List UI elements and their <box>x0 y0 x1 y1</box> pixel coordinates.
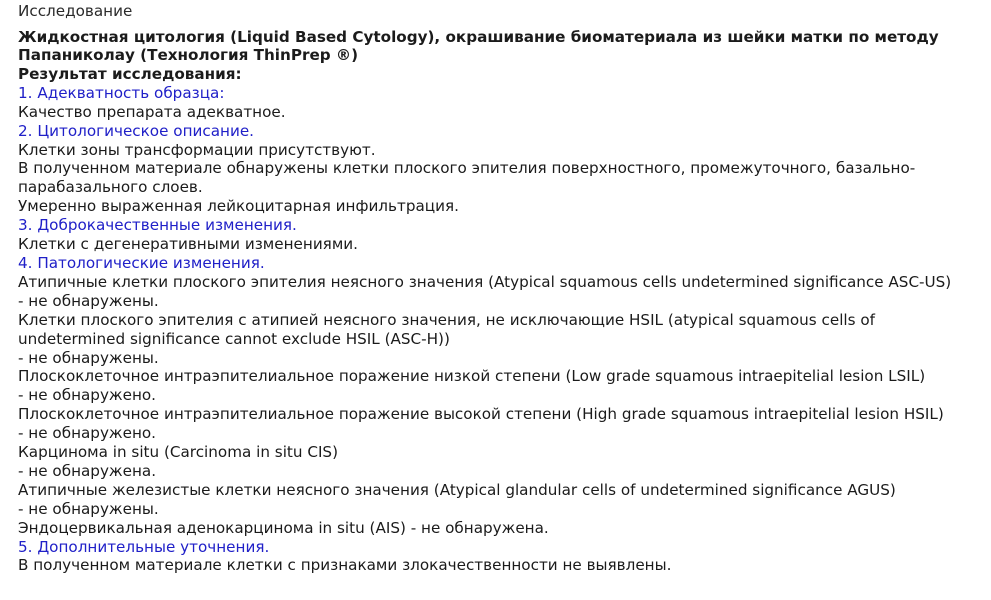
result-line: Плоскоклеточное интраэпителиальное поражение низкой степени (Low grade squamous intraepitelial lesion LSIL) <box>18 367 926 386</box>
result-line: - не обнаружены. <box>18 348 159 367</box>
result-line: - не обнаружены. <box>18 499 159 518</box>
result-line: - не обнаружено. <box>18 424 157 443</box>
section-cytological-description <box>18 122 983 217</box>
result-line: Атипичные железистые клетки неясного значения (Atypical glandular cells of undetermined significance AGUS) <box>18 480 896 499</box>
study-title-line-1: Жидкостная цитология (Liquid Based Cytology), окрашивание биоматериала из шейки матки по методу <box>18 27 939 46</box>
result-line: Атипичные клетки плоского эпителия неясного значения (Atypical squamous cells undetermined significance ASC-US) <box>18 272 952 291</box>
result-line: В полученном материале клетки с признаками злокачественности не выявлены. <box>18 556 672 575</box>
section-heading: 5. Дополнительные уточнения. <box>18 537 270 556</box>
lab-report <box>18 2 983 575</box>
result-line: В полученном материале обнаружены клетки плоского эпителия поверхностного, промежуточного, базально- <box>18 159 916 178</box>
section-pathological-changes <box>18 254 983 538</box>
result-line: undetermined significance cannot exclude HSIL (ASC-H)) <box>18 329 450 348</box>
section-heading: 3. Доброкачественные изменения. <box>18 216 297 235</box>
result-line: парабазального слоев. <box>18 178 203 197</box>
result-line: Клетки зоны трансформации присутствуют. <box>18 140 376 159</box>
result-line: Умеренно выраженная лейкоцитарная инфильтрация. <box>18 197 459 216</box>
result-line: Карцинома in situ (Carcinoma in situ CIS) <box>18 443 338 462</box>
result-line: - не обнаружена. <box>18 461 157 480</box>
result-line: Клетки плоского эпителия с атипией неясного значения, не исключающие HSIL (atypical squamous cells of <box>18 310 876 329</box>
section-adequacy <box>18 84 983 122</box>
study-title-line-2: Папаниколау (Технология ThinPrep ®) <box>18 46 359 65</box>
result-line: Качество препарата адекватное. <box>18 102 286 121</box>
section-heading: 1. Адекватность образца: <box>18 83 225 102</box>
section-additional-notes <box>18 538 983 576</box>
section-benign-changes <box>18 216 983 254</box>
document-label: Исследование <box>18 2 133 20</box>
section-heading: 2. Цитологическое описание. <box>18 121 254 140</box>
result-line: Плоскоклеточное интраэпителиальное поражение высокой степени (High grade squamous intraepitelial lesion HSIL) <box>18 405 944 424</box>
result-line: - не обнаружены. <box>18 291 159 310</box>
result-line: Клетки с дегенеративными изменениями. <box>18 235 358 254</box>
result-line: - не обнаружено. <box>18 386 157 405</box>
result-header: Результат исследования: <box>18 64 242 83</box>
result-line: Эндоцервикальная аденокарцинома in situ (AIS) - не обнаружена. <box>18 518 549 537</box>
section-heading: 4. Патологические изменения. <box>18 253 265 272</box>
